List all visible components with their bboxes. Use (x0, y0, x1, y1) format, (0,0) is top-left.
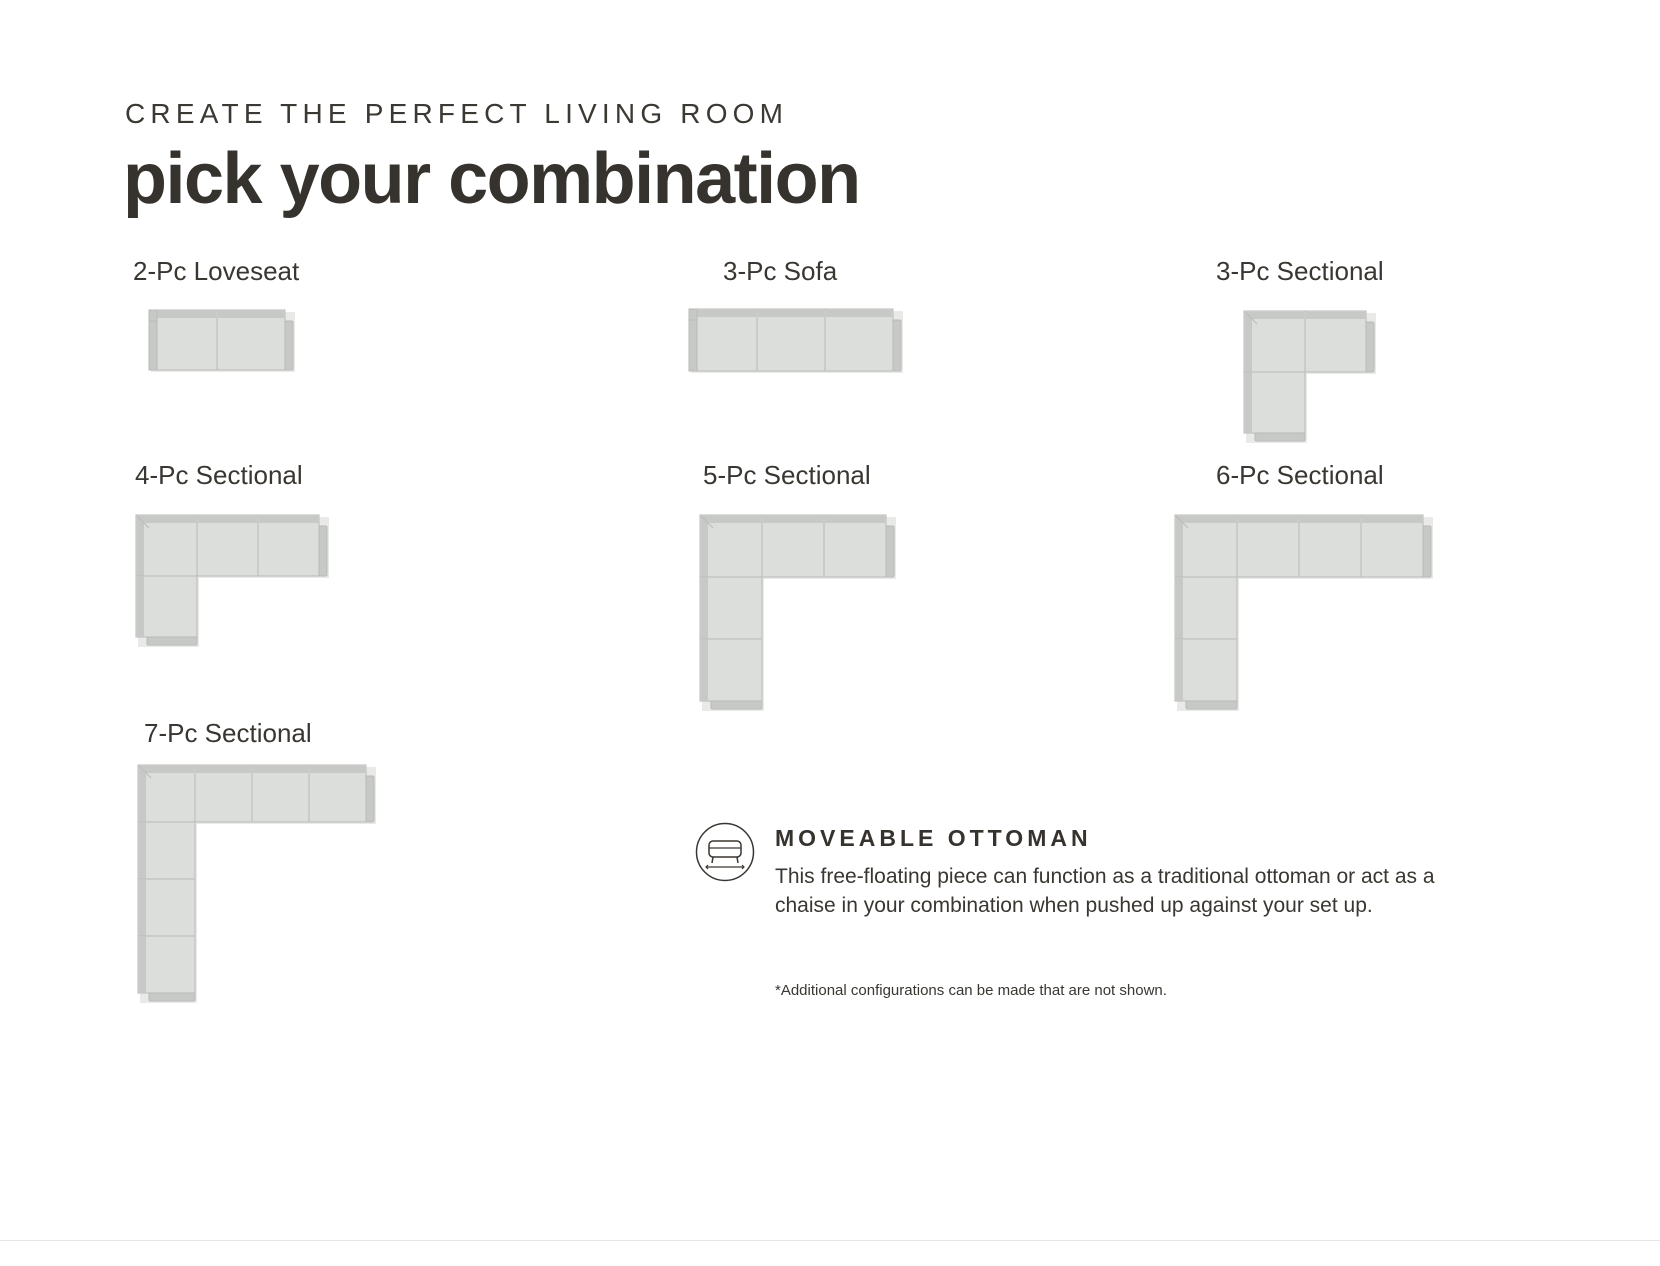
sofa-arm-left (149, 321, 157, 370)
sofa-seat (700, 639, 762, 701)
sofa-diagram-4pc-sectional (133, 512, 330, 648)
sofa-seat (138, 936, 195, 993)
sofa-seat (252, 765, 309, 822)
sofa-seat (1361, 515, 1423, 577)
sofa-arm-right (886, 526, 894, 577)
sofa-diagram-2pc-loveseat (146, 307, 296, 373)
sofa-seat (1175, 639, 1237, 701)
sofa-seat (309, 765, 366, 822)
sofa-diagram-3pc-sectional (1241, 308, 1377, 444)
config-label-3pc-sectional: 3-Pc Sectional (1216, 256, 1384, 286)
sofa-seat (1175, 577, 1237, 639)
config-label-5pc-sectional: 5-Pc Sectional (703, 460, 871, 490)
sofa-seat (1244, 372, 1305, 433)
ottoman-title: MOVEABLE OTTOMAN (775, 825, 1092, 851)
sofa-seat (138, 879, 195, 936)
sofa-arm-right (893, 320, 901, 371)
sofa-seat (217, 310, 285, 370)
sofa-arm-bottom (1255, 433, 1305, 441)
page-divider (0, 1240, 1660, 1241)
sofa-seat (757, 309, 825, 371)
sofa-seat (1244, 311, 1305, 372)
sofa-seat (149, 310, 217, 370)
sofa-seat (258, 515, 319, 576)
sofa-seat (1175, 515, 1237, 577)
page-title: pick your combination (123, 139, 860, 219)
footnote: *Additional configurations can be made that are not shown. (775, 982, 1167, 999)
ottoman-description: This free-floating piece can function as a traditional ottoman or act as a chaise in your combination when pushed up against your set up. (775, 865, 1435, 917)
sofa-arm-bottom (147, 637, 197, 645)
sofa-arm-right (285, 321, 293, 370)
sofa-arm-right (1423, 526, 1431, 577)
sofa-seat (1237, 515, 1299, 577)
sofa-seat (138, 822, 195, 879)
config-label-2pc-loveseat: 2-Pc Loveseat (133, 256, 300, 286)
sofa-seat (1305, 311, 1366, 372)
sofa-diagram-6pc-sectional (1172, 512, 1434, 712)
config-label-3pc-sofa: 3-Pc Sofa (723, 256, 838, 286)
sofa-diagram-5pc-sectional (697, 512, 897, 712)
sofa-arm-right (366, 776, 374, 822)
sofa-diagram-3pc-sofa (686, 306, 904, 374)
sofa-seat (195, 765, 252, 822)
sofa-seat (825, 309, 893, 371)
sofa-seat (136, 515, 197, 576)
sofa-arm-bottom (711, 701, 762, 709)
sofa-arm-left (689, 320, 697, 371)
sofa-arm-bottom (149, 993, 195, 1001)
sofa-seat (700, 515, 762, 577)
ottoman-icon (695, 822, 755, 882)
sofa-seat (762, 515, 824, 577)
sofa-seat (197, 515, 258, 576)
config-label-6pc-sectional: 6-Pc Sectional (1216, 460, 1384, 490)
sofa-seat (700, 577, 762, 639)
sofa-seat (138, 765, 195, 822)
sofa-seat (824, 515, 886, 577)
sofa-seat (136, 576, 197, 637)
eyebrow-heading: CREATE THE PERFECT LIVING ROOM (125, 98, 789, 129)
sofa-arm-right (319, 526, 327, 576)
sofa-seat (1299, 515, 1361, 577)
sofa-diagram-7pc-sectional (135, 762, 377, 1004)
sofa-arm-bottom (1186, 701, 1237, 709)
config-label-4pc-sectional: 4-Pc Sectional (135, 460, 303, 490)
config-label-7pc-sectional: 7-Pc Sectional (144, 718, 312, 748)
sofa-arm-right (1366, 322, 1374, 372)
sofa-seat (689, 309, 757, 371)
